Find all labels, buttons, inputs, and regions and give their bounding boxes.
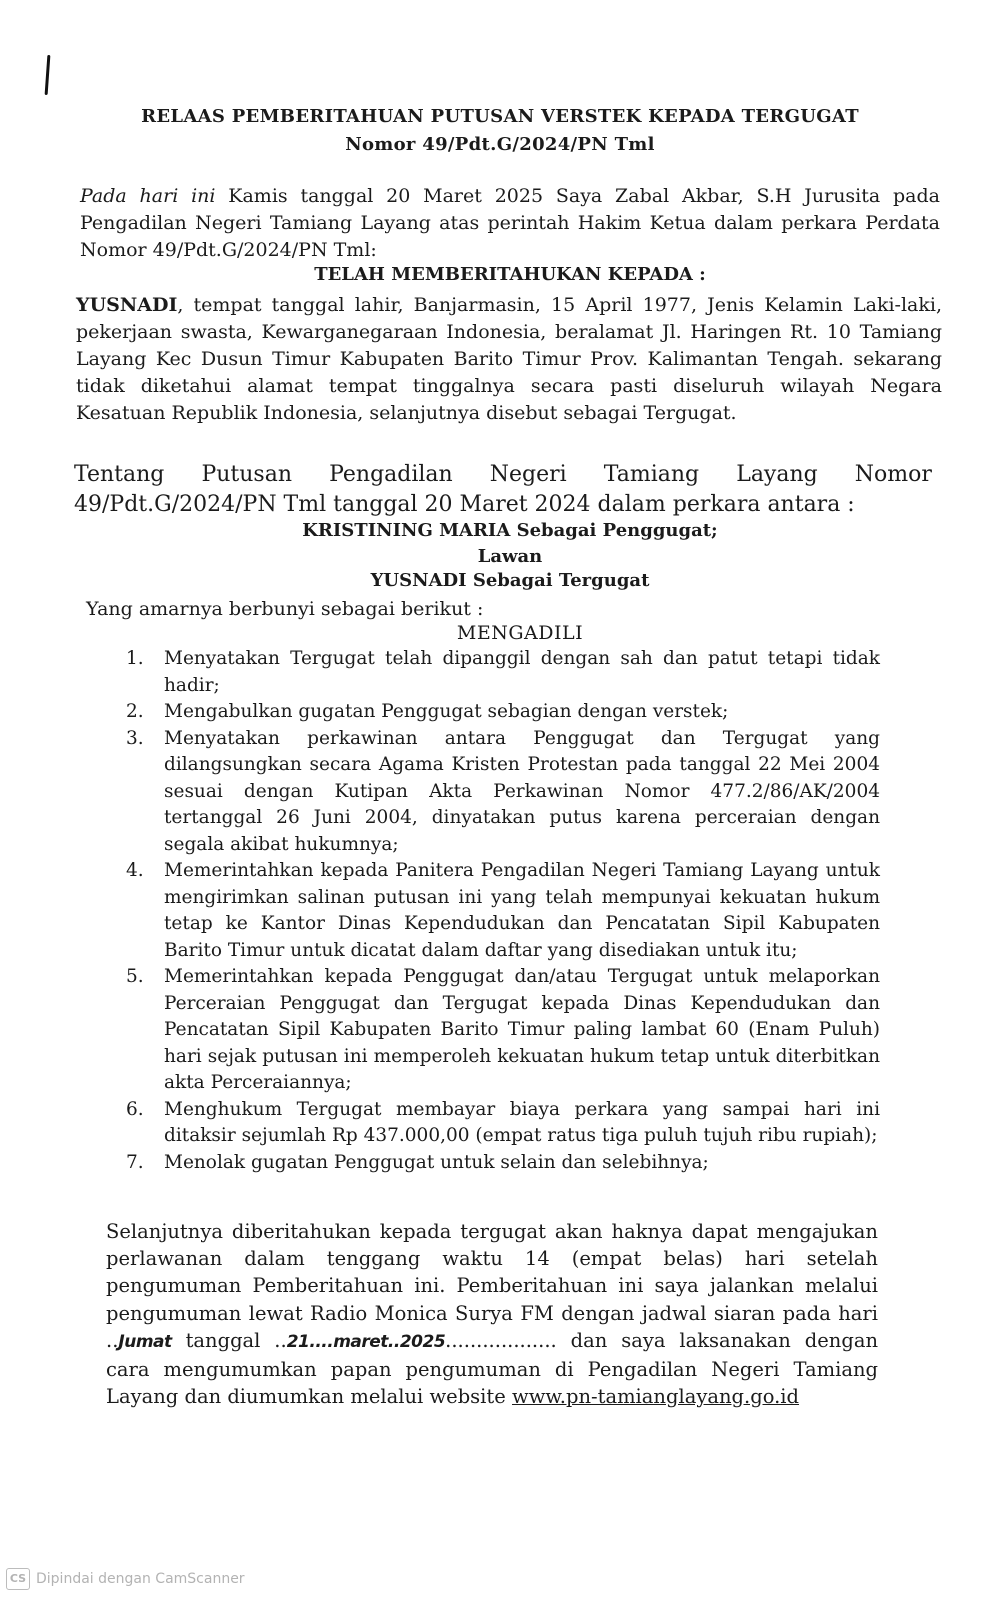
intro-italic-text: Pada hari ini: [80, 185, 216, 207]
defendant-line: YUSNADI Sebagai Tergugat: [370, 570, 650, 591]
verdict-item-text: Memerintahkan kepada Penggugat dan/atau Tergugat untuk melaporkan Perceraian Penggugat dan Tergugat kepada Dinas Kependudukan dan Pencatatan Sipil Kabupaten Barito Timur paling lambat 60 (Enam Puluh) hari sejak putusan ini memperoleh kekuatan hukum tetap untuk diterbitkan akta Perceraiannya;: [164, 966, 880, 1093]
verdict-item: [120, 646, 880, 699]
notified-heading: TELAH MEMBERITAHUKAN KEPADA :: [314, 264, 706, 285]
verdict-item: [120, 964, 880, 1097]
verdict-item-number: 6.: [126, 1098, 144, 1120]
handwritten-mark: [45, 55, 51, 95]
document-title: RELAAS PEMBERITAHUAN PUTUSAN VERSTEK KEPADA TERGUGAT: [141, 106, 859, 127]
verdict-item-number: 5.: [126, 966, 144, 987]
closing-paragraph: [106, 1218, 878, 1410]
intro-paragraph: [80, 183, 940, 264]
verdict-item-text: Menyatakan Tergugat telah dipanggil dengan sah dan patut tetapi tidak hadir;: [164, 648, 880, 696]
regarding-line-1: [74, 460, 932, 490]
defendant-name: YUSNADI: [76, 294, 178, 316]
verdict-item-number: 3.: [126, 727, 144, 749]
regarding-word: Layang: [736, 462, 818, 487]
verdict-item: [120, 699, 880, 726]
verdict-item-text: Mengabulkan gugatan Penggugat sebagian dengan verstek;: [164, 701, 729, 722]
closing-text-2: dan saya laksanakan dengan cara mengumumkan papan pengumuman di Pengadilan Negeri Tamiang Layang dan diumumkan melalui website: [106, 1328, 879, 1409]
regarding-word: Putusan: [201, 462, 292, 487]
defendant-details: , tempat tanggal lahir, Banjarmasin, 15 April 1977, Jenis Kelamin Laki-laki, pekerjaan swasta, Kewarganegaraan Indonesia, beralamat Jl. Haringen Rt. 10 Tamiang Layang Kec Dusun Timur Kabupaten Barito Timur Prov. Kalimantan Tengah. sekarang tidak diketahui alamat tempat tinggalnya secara pasti diseluruh wilayah Negara Kesatuan Republik Indonesia, selanjutnya disebut sebagai Tergugat.: [76, 294, 942, 424]
regarding-word: Pengadilan: [329, 462, 453, 487]
regarding-word: Negeri: [489, 462, 567, 487]
verdict-item-number: 4.: [126, 860, 144, 881]
handwritten-date: 21....maret..2025: [286, 1331, 446, 1352]
closing-date-dots: ..................: [445, 1328, 557, 1352]
regarding-word: Tentang: [74, 462, 165, 487]
scanner-watermark: [6, 1568, 245, 1590]
regarding-word: Tamiang: [603, 462, 700, 487]
verdict-item: [120, 1150, 880, 1177]
verdict-item-number: 7.: [126, 1151, 144, 1173]
verdict-list: [120, 646, 880, 1176]
camscanner-icon: CS: [6, 1568, 30, 1590]
closing-text: Selanjutnya diberitahukan kepada tergugat akan haknya dapat mengajukan perlawanan dalam tenggang waktu 14 (empat belas) hari setelah pengumuman Pemberitahuan ini. Pemberitahuan ini saya jalankan melalui pengumuman lewat Radio Monica Surya FM dengan jadwal siaran pada hari: [106, 1220, 878, 1325]
closing-date-label: tanggal ..: [185, 1328, 287, 1352]
versus-line: Lawan: [477, 546, 543, 567]
verdict-item-text: Menyatakan perkawinan antara Penggugat dan Tergugat yang dilangsungkan secara Agama Kristen Protestan pada tanggal 22 Mei 2004 sesuai dengan Kutipan Akta Perkawinan Nomor 477.2/86/AK/2004 tertanggal 26 Juni 2004, dinyatakan putus karena perceraian dengan segala akibat hukumnya;: [164, 727, 880, 855]
scanner-text: Dipindai dengan CamScanner: [36, 1571, 245, 1587]
closing-day-prefix: ..: [106, 1328, 119, 1352]
verdict-item: [120, 858, 880, 964]
plaintiff-line: KRISTINING MARIA Sebagai Penggugat;: [302, 520, 718, 541]
regarding-line-2: 49/Pdt.G/2024/PN Tml tanggal 20 Maret 2024 dalam perkara antara :: [74, 492, 855, 517]
document-number: Nomor 49/Pdt.G/2024/PN Tml: [345, 134, 655, 155]
website-link[interactable]: www.pn-tamianglayang.go.id: [512, 1385, 800, 1409]
verdict-item-text: Menghukum Tergugat membayar biaya perkara yang sampai hari ini ditaksir sejumlah Rp 437.000,00 (empat ratus tiga puluh tujuh ribu rupiah);: [164, 1098, 880, 1146]
verdict-item-number: 1.: [126, 648, 144, 669]
verdict-intro: Yang amarnya berbunyi sebagai berikut :: [86, 598, 484, 620]
verdict-item-text: Memerintahkan kepada Panitera Pengadilan Negeri Tamiang Layang untuk mengirimkan salinan putusan ini yang telah mempunyai kekuatan hukum tetap ke Kantor Dinas Kependudukan dan Pencatatan Sipil Kabupaten Barito Timur untuk dicatat dalam daftar yang disediakan untuk itu;: [164, 860, 880, 961]
verdict-item: [120, 1097, 880, 1150]
defendant-identity: [76, 292, 942, 427]
intro-text: Kamis tanggal 20 Maret 2025 Saya Zabal Akbar, S.H Jurusita pada Pengadilan Negeri Tamiang Layang atas perintah Hakim Ketua dalam perkara Perdata Nomor 49/Pdt.G/2024/PN Tml:: [80, 185, 940, 261]
verdict-item-text: Menolak gugatan Penggugat untuk selain dan selebihnya;: [164, 1151, 709, 1173]
handwritten-day: Jumat: [118, 1331, 172, 1352]
regarding-paragraph: [74, 460, 932, 520]
verdict-item-number: 2.: [126, 701, 144, 722]
verdict-item: [120, 726, 880, 859]
verdict-heading: MENGADILI: [456, 622, 584, 644]
regarding-word: Nomor: [854, 462, 932, 487]
